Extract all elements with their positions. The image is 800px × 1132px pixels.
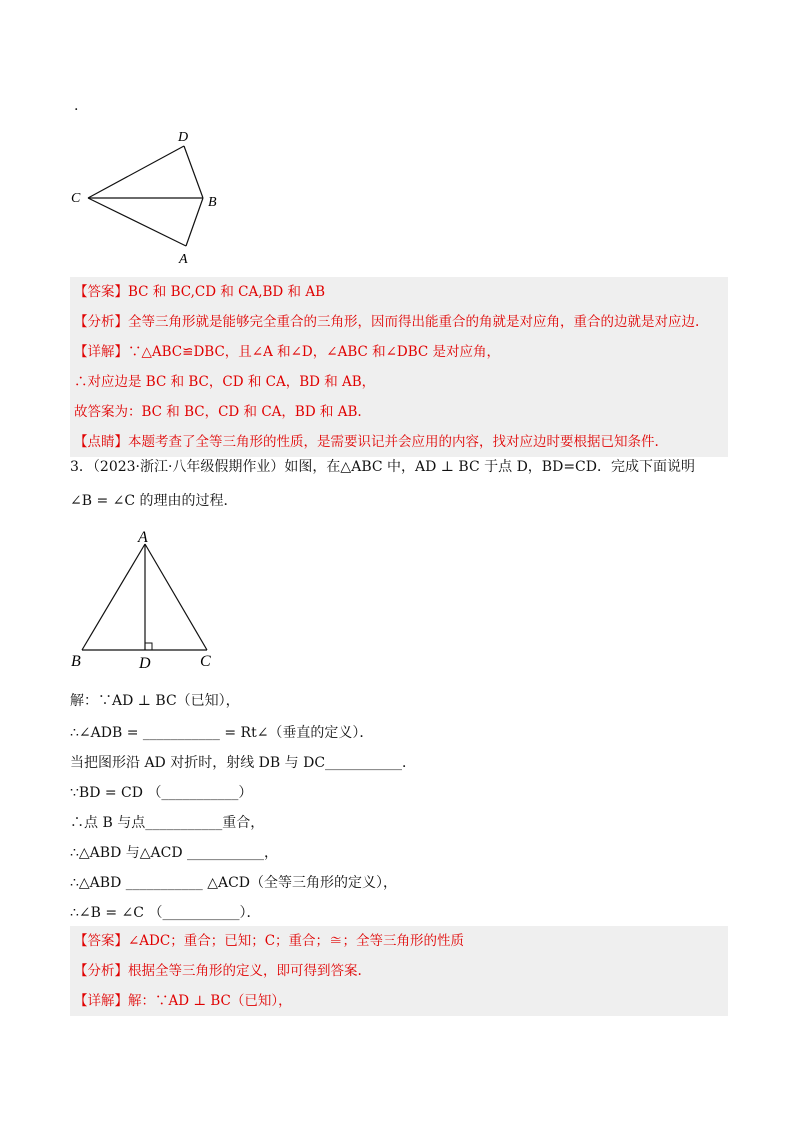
label-B: B <box>71 653 81 670</box>
label-A: A <box>179 252 188 266</box>
question-3-line-1: 3．（2023·浙江·八年级假期作业）如图，在△ABC 中，AD ⊥ BC 于点 D，BD=CD．完成下面说明 <box>70 459 695 475</box>
label-D: D <box>178 130 189 145</box>
solution-line-4: ∵BD = CD （___________） <box>70 785 253 801</box>
label-C: C <box>71 191 81 206</box>
answer-block-2 <box>70 926 728 1016</box>
label-A: A <box>138 529 148 546</box>
right-angle-mark <box>145 643 152 650</box>
detail-tag: 【详解】 <box>74 993 128 1009</box>
analysis-line <box>70 956 728 986</box>
segment-CD <box>88 146 184 198</box>
solution-line-8: ∴∠B = ∠C （___________）． <box>70 905 261 921</box>
solution-line-6: ∴△ABD 与△ACD ___________， <box>70 845 279 861</box>
solution-line-2: ∴∠ADB = ___________ = Rt∠（垂直的定义）． <box>70 725 374 741</box>
analysis-tag: 【分析】 <box>74 963 128 979</box>
segment-AC <box>88 198 186 246</box>
analysis-tag: 【分析】 <box>74 314 128 330</box>
comment-tag: 【点睛】 <box>74 434 128 450</box>
answer-line <box>70 277 728 307</box>
answer-text: BC 和 BC,CD 和 CA,BD 和 AB <box>128 284 325 300</box>
solution-line-7: ∴△ABD ___________ △ACD（全等三角形的定义）， <box>70 875 398 891</box>
solution-line-1: 解：∵AD ⊥ BC（已知）， <box>70 693 240 709</box>
label-B: B <box>208 195 217 210</box>
answer-tag: 【答案】 <box>74 284 128 300</box>
detail-line-3: 故答案为：BC 和 BC，CD 和 CA，BD 和 AB. <box>74 404 362 420</box>
question-3-line-2: ∠B = ∠C 的理由的过程． <box>70 493 238 509</box>
segment-DB <box>184 146 203 198</box>
label-C: C <box>200 653 211 670</box>
segment-BA <box>186 198 203 246</box>
answer-line <box>70 926 728 956</box>
detail-text: ∵△ABC≌DBC，且∠A 和∠D，∠ABC 和∠DBC 是对应角， <box>128 344 501 360</box>
answer-tag: 【答案】 <box>74 933 128 949</box>
analysis-line <box>70 307 728 337</box>
analysis-text: 全等三角形就是能够完全重合的三角形，因而得出能重合的角就是对应角，重合的边就是对应边. <box>128 314 700 330</box>
detail-tag: 【详解】 <box>74 344 128 360</box>
label-D: D <box>139 655 151 672</box>
analysis-text: 根据全等三角形的定义，即可得到答案. <box>128 963 362 979</box>
detail-line-2: ∴对应边是 BC 和 BC，CD 和 CA，BD 和 AB， <box>74 374 376 390</box>
solution-line-3: 当把图形沿 AD 对折时，射线 DB 与 DC___________． <box>70 755 417 771</box>
comment-text: 本题考查了全等三角形的性质，是需要识记并会应用的内容，找对应边时要根据已知条件. <box>128 434 659 450</box>
solution-line-5: ∴点 B 与点___________重合， <box>70 815 265 831</box>
figure-triangle <box>66 526 226 676</box>
detail-text: 解：∵AD ⊥ BC（已知）， <box>128 993 292 1009</box>
segment-AB <box>82 544 145 650</box>
segment-AC <box>145 544 207 650</box>
detail-line <box>70 986 728 1016</box>
detail-line <box>70 337 728 367</box>
answer-text: ∠ADC；重合；已知；C；重合；≅；全等三角形的性质 <box>128 933 465 949</box>
answer-block-1 <box>70 277 728 457</box>
stray-dot: . <box>74 98 79 114</box>
figure-kite <box>66 126 226 266</box>
